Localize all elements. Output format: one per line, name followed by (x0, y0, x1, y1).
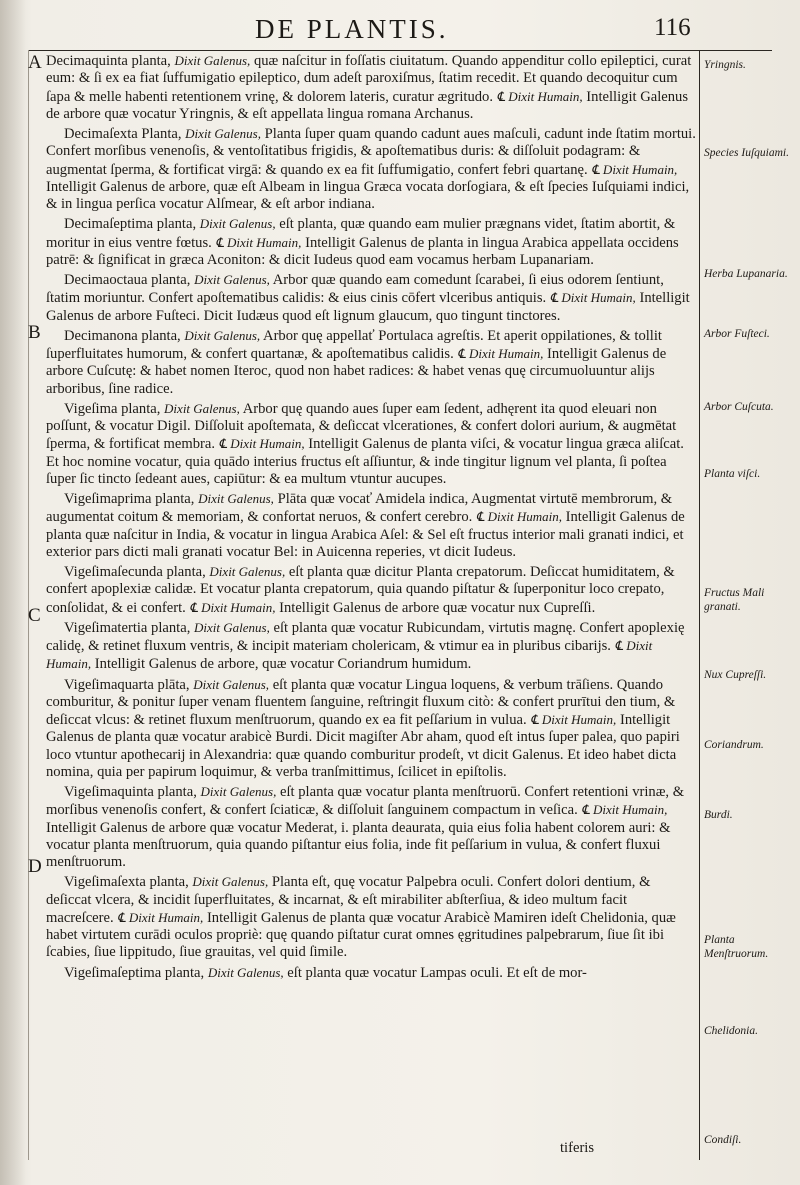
entry-25: Vigeſimaquinta planta, Dixit Galenus, eſt planta quæ vocatur planta menſtruorū. Confert retentioni vrinæ, & morſibus venenoſis confert, & confert ſciaticæ, & diſſoluit ſanguinem compactum in veſica. ℄ Dixit Humain, Intelligit Galenus de arbore quæ vocatur Mederat, i. planta deaurata, quia eius folia habent colorem auri: & vocatur planta menſtruorum, quia quando piſtantur eius folia, inde fit peſſarium in vulua, & confert fluxui menſtruorum. (46, 784, 685, 870)
running-head: DE PLANTIS. (255, 14, 449, 44)
entry-27: Vigeſimaſeptima planta, Dixit Galenus, eſt planta quæ vocatur Lampas oculi. Et eſt de mor- (64, 964, 587, 981)
section-letter-a: A (28, 52, 42, 73)
entry-24: Vigeſimaquarta plāta, Dixit Galenus, eſt planta quæ vocatur Lingua loquens, & verbum trāſiens. Quando comburitur, & ponitur ſuper venam fluentem ſanguine, reſtringit fluxum citò: & confert prurītui den tium, & deſiccat vlcus: & retinet fluxum menſtruorum, quando ex ea fit peſſarium in vulua. ℄ Dixit Humain, Intelligit Galenus de planta quæ vocatur arabicè Burdi. Dicit magiſter Abr aham, quod eſt intus ſuper palea, quo papiri loco vtuntur apothecarij in Alexandria: quæ quando comburitur prodeſt, vt dicit Galenus. Et ideo habet dicta nomina, quia per papirum loquimur, & verba tranſmittimus, ſcilicet in epiſtolis. (46, 676, 680, 780)
main-text-column (46, 52, 696, 984)
entry-23: Vigeſimatertia planta, Dixit Galenus, eſt planta quæ vocatur Rubicundam, virtutis magnę. Confert apoplexię calidę, & retinet fluxum ventris, & incipit materiam cholericam, & vtimur ea in pluribus cibarijs. ℄ Dixit Humain, Intelligit Galenus de arbore, quæ vocatur Coriandrum humidum. (46, 619, 685, 673)
margin-note-iusquiami: Species Iuſquiami. (704, 147, 789, 159)
entry-16: Decimaſexta Planta, Dixit Galenus, Planta ſuper quam quando cadunt aues maſculi, cadunt inde ſtatim mortui. Confert morſibus venenoſis, & ventoſitatibus frigidis, & apoſtematibus duris: & diſſoluit podagram: & augmentat ſperma, & fortificat virgā: & quando ex ea fit ſuffumigatio, confert febri quartanę. ℄ Dixit Humain, Intelligit Galenus de arbore, quæ eſt Albeam in lingua Græca vocata dorſogiara, & eſt ſpecies Iuſquiami indici, & in lingua perſica vocatur Alſmear, & eſt arbor indiana. (46, 126, 696, 212)
margin-note-chelidonia: Chelidonia. (704, 1025, 758, 1037)
margin-note-menstruorum: Planta Menſtruorum. (704, 934, 769, 960)
gutter-shadow (0, 0, 26, 1185)
margin-note-mali-granati: Fructus Mali granati. (704, 587, 765, 613)
margin-note-visci: Planta viſci. (704, 468, 761, 480)
entry-21: Vigeſimaprima planta, Dixit Galenus, Plāta quæ vocať Amidela indica, Augmentat virtutē membrorum, & augumentat coitum & memoriam, & confortat neruos, & confert cerebro. ℄ Dixit Humain, Intelligit Galenus de planta quæ naſcitur in India, & vocatur in lingua Arabica Aſel: & Sel eſt fructus interior mali granati indici, et exterior pars dicti mali granati vocatur Bel: in Auicenna reperies, vt dicit Iudeus. (46, 491, 685, 560)
catchword: tiferis (560, 1140, 595, 1156)
page-number: 116 (654, 14, 691, 41)
margin-note-fusteci: Arbor Fuſteci. (704, 328, 770, 340)
margin-note-burdi: Burdi. (704, 809, 733, 821)
margin-note-coriandrum: Coriandrum. (704, 739, 764, 751)
margin-column-rule (699, 50, 700, 1160)
section-letter-d: D (28, 856, 42, 877)
entry-17: Decimaſeptima planta, Dixit Galenus, eſt planta, quæ quando eam mulier prægnans videt, ſtatim abortit, & moritur in eius ventre fœtus. ℄ Dixit Humain, Intelligit Galenus de planta in lingua Arabica appellata occidens patrē: & ſignificat in græca Aconiton: & dicit Iudeus quod eam vocamus herbam Lupanariam. (46, 216, 679, 268)
entry-20: Vigeſima planta, Dixit Galenus, Arbor quę quando aues ſuper eam ſedent, adhęrent ita quod eleuari non poſſunt, & vocatur Digil. Diſſoluit apoſtemata, & deſiccat vlcerationes, & confert dolori aurium, & augmētat ſperma, & fortificat membra. ℄ Dixit Humain, Intelligit Galenus de planta viſci, & vocatur lingua græca aliſcat. Et hoc nomine vocatur, quia quādo interius fructus eſt aſſiuntur, & inde tingitur lignum vel planta, ſi poſtea ſuper ſic tincto ſedeant aues, capiūtur: & ea multum vtuntur aucupes. (46, 400, 684, 487)
margin-note-cuscuta: Arbor Cuſcuta. (704, 401, 774, 413)
section-letter-b: B (28, 322, 41, 343)
entry-15: Decimaquinta planta, Dixit Galenus, quæ naſcitur in foſſatis ciuitatum. Quando appenditur collo epileptici, curat eum: & ſi ex ea fiat ſuffumigatio epileptico, dum adeſt paroxiſmus, ſtatim recedit. Et quando decoquitur cum ſapa & melle habenti retentionem vrinę, & dolorem lateris, curatur ægritudo. ℄ Dixit Humain, Intelligit Galenus de arbore quæ vocatur Yringnis, & eſt appellata lingua romana Archanus. (46, 53, 692, 122)
entry-19: Decimanona planta, Dixit Galenus, Arbor quę appellať Portulaca agreſtis. Et aperit oppilationes, & tollit ſuperfluitates humorum, & confert quartanæ, & apoſtematibus calidis. ℄ Dixit Humain, Intelligit Galenus de arbore Cuſcutę: & habet nomen Iteroc, quod non habet radices: & habet venas quę circumuoluuntur alijs arboribus, ſine radice. (46, 327, 667, 397)
entry-22: Vigeſimaſecunda planta, Dixit Galenus, eſt planta quæ dicitur Planta crepatorum. Deſiccat humiditatem, & confert apoplexiæ calidæ. Et vocatur planta crepatorum, quia quando piſtatur & ſuperponitur loco crepato, conſolidat, & ei confert. ℄ Dixit Humain, Intelligit Galenus de arbore quæ vocatur nux Cupreſſi. (46, 564, 675, 616)
margin-note-yringnis: Yringnis. (704, 59, 746, 71)
section-letter-c: C (28, 605, 41, 626)
entry-26: Vigeſimaſexta planta, Dixit Galenus, Planta eſt, quę vocatur Palpebra oculi. Confert dolori dentium, & deſiccat vlcera, & incidit ſuperfluitates, & incarnat, & eſt mirabiliter abſterſiua, & ideo multum facit macreſcere. ℄ Dixit Humain, Intelligit Galenus de planta quæ vocatur Arabicè Mamiren ideſt Chelidonia, quæ habet virtutem curādi oculos propriè: quę quando piſtatur curat omnes ęgritudines palpebrarum, ſiue ſit ibi ſcabies, ſiue lippitudo, ſiue grauitas, vel quid ſimile. (46, 874, 676, 961)
header-rule (28, 50, 772, 51)
entry-18: Decimaoctaua planta, Dixit Galenus, Arbor quæ quando eam comedunt ſcarabei, ſi eius odorem ſentiunt, ſtatim moriuntur. Confert apoſtematibus calidis: & eius cinis cōfert vlceribus antiquis. ℄ Dixit Humain, Intelligit Galenus de arbore Fuſteci. Dicit Iudæus quod eſt lignum glaucum, quo tingunt tinctores. (46, 272, 690, 324)
margin-note-condisi: Condiſi. (704, 1134, 742, 1146)
margin-note-lupanaria: Herba Lupanaria. (704, 268, 788, 280)
margin-note-cupressi: Nux Cupreſſi. (704, 669, 767, 681)
